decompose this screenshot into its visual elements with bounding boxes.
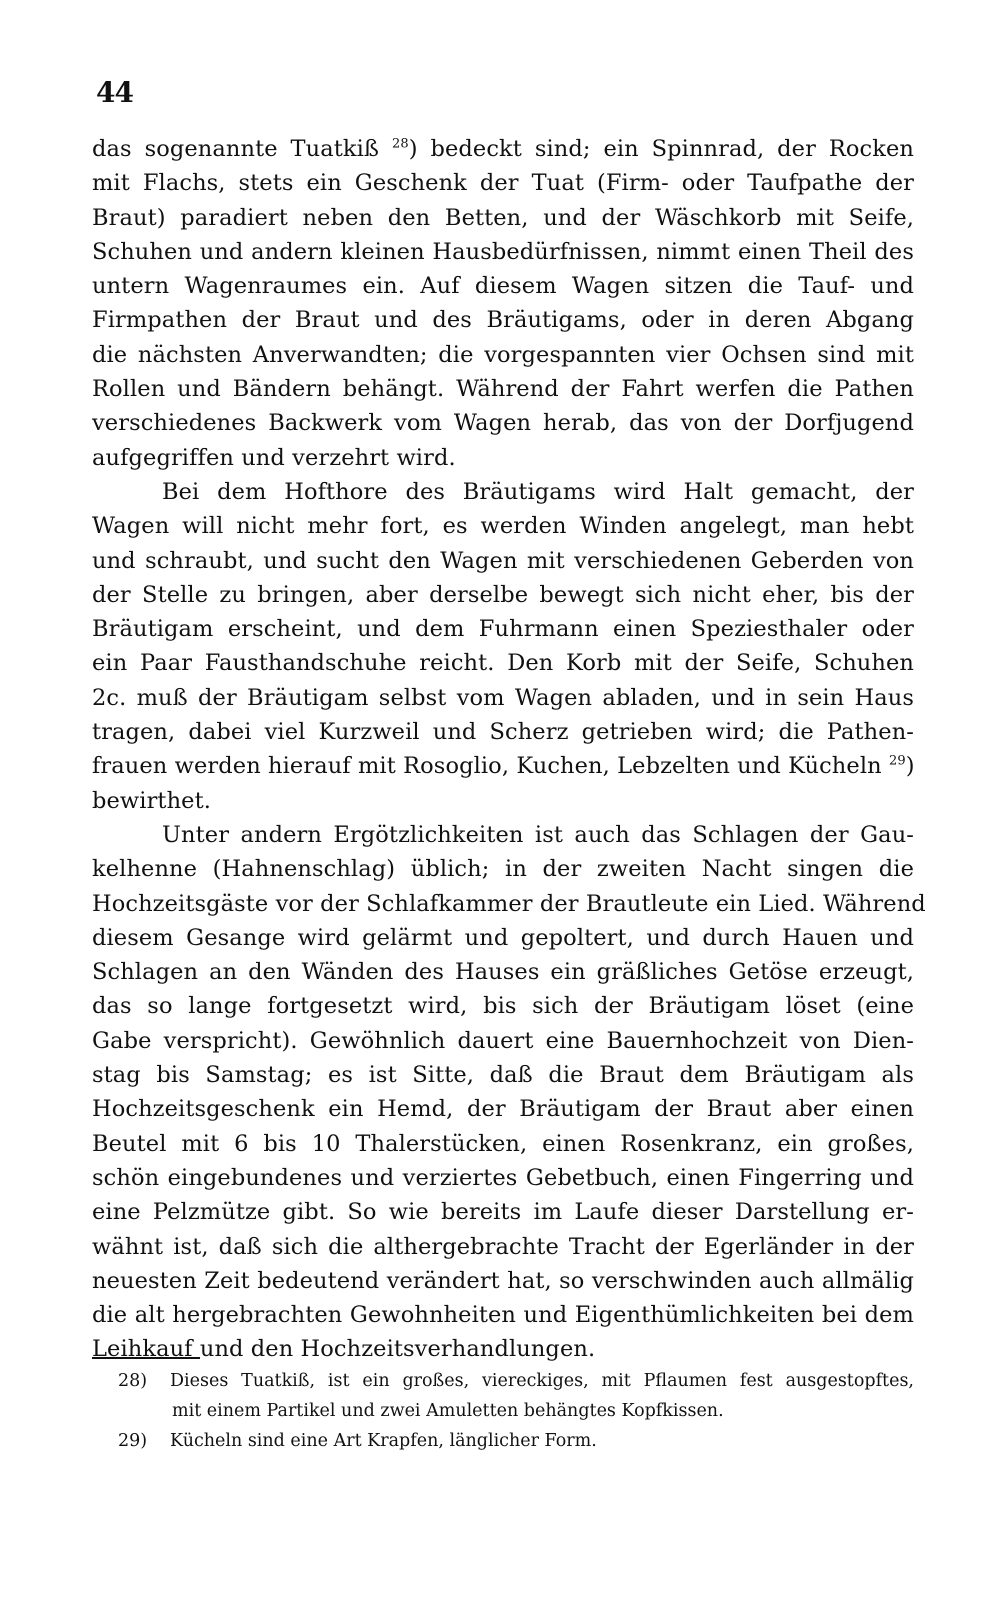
text-line: Hochzeitsgeschenk ein Hemd, der Bräutigam der Braut aber einen	[92, 1096, 914, 1123]
text-line: ein Paar Fausthandschuhe reicht. Den Korb mit der Seife, Schuhen	[92, 650, 914, 677]
text-line: Unter andern Ergötzlichkeiten ist auch das Schlagen der Gau-	[162, 821, 914, 848]
page-number: 44	[96, 76, 133, 109]
text-line: die alt hergebrachten Gewohnheiten und Eigenthümlichkeiten bei dem	[92, 1302, 914, 1329]
text-line: Bräutigam erscheint, und dem Fuhrmann einen Speziesthaler oder	[92, 616, 914, 643]
footnote-marker: 28)	[118, 1371, 148, 1391]
footnote-line: mit einem Partikel und zwei Amuletten behängtes Kopfkissen.	[172, 1401, 724, 1421]
text-line: mit Flachs, stets ein Geschenk der Tuat (Firm- oder Taufpathe der	[92, 170, 914, 197]
text-line: Braut) paradiert neben den Betten, und der Wäschkorb mit Seife,	[92, 204, 914, 231]
footnote-28	[118, 1366, 914, 1426]
text-line: Leihkauf und den Hochzeitsverhandlungen.	[92, 1336, 596, 1363]
text-line: frauen werden hierauf mit Rosoglio, Kuchen, Lebzelten und Kücheln $^{29}$)	[92, 753, 915, 780]
text-line: schön eingebundenes und verziertes Gebetbuch, einen Fingerring und	[92, 1164, 914, 1191]
footnote-text: Dieses Tuatkiß, ist ein großes, viereckiges, mit Pflaumen fest ausgestopftes,	[170, 1371, 914, 1391]
footnote-text: Kücheln sind eine Art Krapfen, länglicher Form.	[170, 1431, 597, 1451]
text-line: neuesten Zeit bedeutend verändert hat, so verschwinden auch allmälig	[92, 1267, 914, 1294]
text-line: Hochzeitsgäste vor der Schlafkammer der Brautleute ein Lied. Während	[92, 890, 926, 917]
text-line: tragen, dabei viel Kurzweil und Scherz getrieben wird; die Pathen-	[92, 719, 914, 746]
text-line-part: frauen werden hierauf mit Rosoglio, Kuchen, Lebzelten und Kücheln	[92, 753, 882, 780]
text-line: Firmpathen der Braut und des Bräutigams, oder in deren Abgang	[92, 307, 914, 334]
footnote-marker: 29)	[118, 1431, 148, 1451]
text-line: Bei dem Hofthore des Bräutigams wird Halt gemacht, der	[162, 478, 914, 505]
text-line: Gabe verspricht). Gewöhnlich dauert eine Bauernhochzeit von Dien-	[92, 1027, 914, 1054]
text-line: untern Wagenraumes ein. Auf diesem Wagen sitzen die Tauf- und	[92, 273, 914, 300]
paragraph-1	[92, 132, 914, 475]
text-line: stag bis Samstag; es ist Sitte, daß die Braut dem Bräutigam als	[92, 1062, 914, 1089]
footnote-ref-29: 29	[888, 753, 906, 769]
text-line: Schlagen an den Wänden des Hauses ein gräßliches Getöse erzeugt,	[92, 959, 914, 986]
footnote-29	[118, 1426, 914, 1456]
text-line: der Stelle zu bringen, aber derselbe bewegt sich nicht eher, bis der	[92, 581, 914, 608]
paragraph-3	[92, 818, 926, 1367]
text-line: kelhenne (Hahnenschlag) üblich; in der zweiten Nacht singen die	[92, 856, 914, 883]
footnote-ref-28: 28	[391, 136, 409, 152]
footnotes	[118, 1366, 914, 1456]
text-line: 2c. muß der Bräutigam selbst vom Wagen abladen, und in sein Haus	[92, 684, 914, 711]
footnote-line	[118, 1426, 914, 1456]
text-line: die nächsten Anverwandten; die vorgespannten vier Ochsen sind mit	[92, 341, 914, 368]
text-line-part: bedeckt sind; ein Spinnrad, der Rocken	[430, 136, 914, 162]
text-line: eine Pelzmütze gibt. So wie bereits im Laufe dieser Darstellung er-	[92, 1199, 914, 1226]
main-text	[92, 132, 926, 1367]
text-line-part: das sogenannte Tuatkiß	[92, 136, 380, 162]
text-line: Wagen will nicht mehr fort, es werden Winden angelegt, man hebt	[92, 513, 914, 540]
text-line: und schraubt, und sucht den Wagen mit verschiedenen Geberden von	[92, 547, 914, 574]
text-line: das sogenannte Tuatkiß $^{28}$) bedeckt sind; ein Spinnrad, der Rocken	[92, 136, 914, 162]
text-line: wähnt ist, daß sich die althergebrachte Tracht der Egerländer in der	[92, 1233, 914, 1260]
text-line: aufgegriffen und verzehrt wird.	[92, 444, 456, 471]
text-line: Rollen und Bändern behängt. Während der Fahrt werfen die Pathen	[92, 376, 914, 403]
footnote-line	[118, 1366, 914, 1396]
text-line: Schuhen und andern kleinen Hausbedürfnissen, nimmt einen Theil des	[92, 238, 914, 265]
text-line: Beutel mit 6 bis 10 Thalerstücken, einen Rosenkranz, ein großes,	[92, 1130, 914, 1157]
footnote-divider	[92, 1357, 200, 1359]
text-line: bewirthet.	[92, 787, 211, 814]
text-line: verschiedenes Backwerk vom Wagen herab, das von der Dorfjugend	[92, 410, 914, 437]
paragraph-2	[92, 475, 914, 818]
text-line: das so lange fortgesetzt wird, bis sich der Bräutigam löset (eine	[92, 993, 914, 1020]
text-line: diesem Gesange wird gelärmt und gepoltert, und durch Hauen und	[92, 924, 914, 951]
